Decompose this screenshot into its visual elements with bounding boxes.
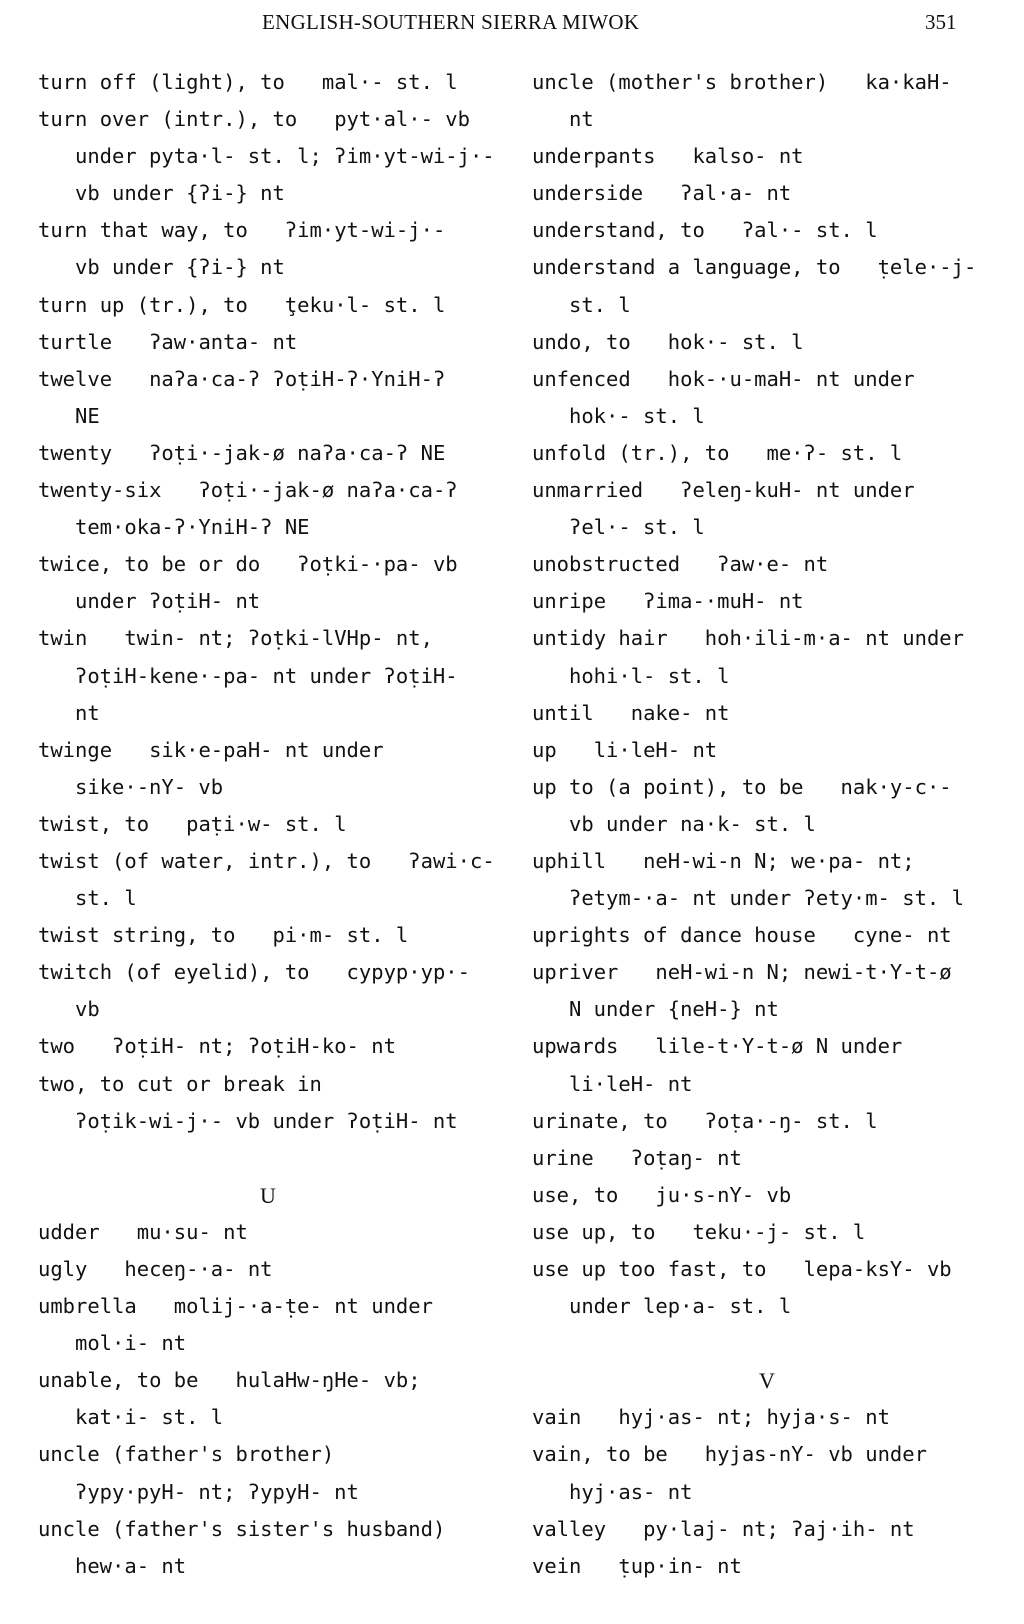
- entry-continuation: ʔetym-·a- nt under ʔety·m- st. l: [569, 886, 964, 911]
- page-number: 351: [925, 10, 957, 34]
- dictionary-entry: urine ʔoṭaŋ- nt: [532, 1145, 742, 1170]
- right-column: [532, 64, 1002, 1585]
- dictionary-entry: understand a language, to ṭele·-j-: [532, 255, 977, 280]
- dictionary-entry: two, to cut or break in: [38, 1071, 322, 1096]
- dictionary-entry: use up too fast, to lepa-ksY- vb: [532, 1257, 952, 1281]
- dictionary-entry: vain hyj·as- nt; hyja·s- nt: [532, 1405, 890, 1430]
- entry-continuation: sike·-nY- vb: [75, 774, 224, 799]
- dictionary-entry: turn that way, to ʔim·yt-wi-j·-: [38, 218, 446, 243]
- entry-continuation: li·leH- nt: [569, 1071, 693, 1096]
- entry-continuation: ʔoṭik-wi-j·- vb under ʔoṭiH- nt: [75, 1108, 458, 1133]
- dictionary-entry: turn over (intr.), to pyt·al·- vb: [38, 107, 470, 132]
- entry-continuation: NE: [75, 403, 100, 428]
- entry-continuation: tem·oka-ʔ·YniH-ʔ NE: [75, 515, 310, 540]
- spacer: [38, 1140, 498, 1177]
- dictionary-entry: twist string, to pi·m- st. l: [38, 923, 409, 948]
- dictionary-entry: twist, to paṭi·w- st. l: [38, 811, 347, 836]
- dictionary-entry: uncle (mother's brother) ka·kaH-: [532, 70, 952, 94]
- dictionary-entry: unable, to be hulaHw-ŋHe- vb;: [38, 1368, 421, 1393]
- dictionary-entry: turn off (light), to mal·- st. l: [38, 70, 458, 94]
- page-title: ENGLISH-SOUTHERN SIERRA MIWOK: [262, 10, 640, 34]
- dictionary-entry: urinate, to ʔoṭa·-ŋ- st. l: [532, 1108, 878, 1133]
- page-header: [0, 10, 1024, 40]
- dictionary-entry: use, to ju·s-nY- vb: [532, 1182, 792, 1207]
- entry-continuation: ʔoṭiH-kene·-pa- nt under ʔoṭiH-: [75, 663, 458, 688]
- dictionary-entry: turn up (tr.), to ţeku·l- st. l: [38, 292, 446, 317]
- entry-continuation: hyj·as- nt: [569, 1479, 693, 1504]
- section-heading: [532, 1362, 1002, 1399]
- dictionary-entry: underpants kalso- nt: [532, 144, 804, 169]
- dictionary-entry: vain, to be hyjas-nY- vb under: [532, 1442, 927, 1467]
- dictionary-entry: upwards lile-t·Y-t-ø N under: [532, 1034, 903, 1059]
- dictionary-entry: twelve naʔa·ca-ʔ ʔoṭiH-ʔ·YniH-ʔ: [38, 366, 446, 391]
- entry-continuation: vb under na·k- st. l: [569, 811, 816, 836]
- dictionary-entry: up li·leH- nt: [532, 737, 718, 762]
- dictionary-entry: understand, to ʔal·- st. l: [532, 218, 878, 243]
- dictionary-entry: unfold (tr.), to me·ʔ- st. l: [532, 440, 903, 465]
- dictionary-entry: uncle (father's brother): [38, 1442, 335, 1467]
- dictionary-entry: twist (of water, intr.), to ʔawi·c-: [38, 848, 495, 873]
- dictionary-entry: ugly heceŋ-·a- nt: [38, 1257, 273, 1281]
- dictionary-entry: until nake- nt: [532, 700, 730, 725]
- entry-continuation: kat·i- st. l: [75, 1405, 224, 1430]
- dictionary-entry: up to (a point), to be nak·y-c·-: [532, 774, 952, 799]
- dictionary-entry: uncle (father's sister's husband): [38, 1516, 446, 1541]
- dictionary-entry: unfenced hok-·u-maH- nt under: [532, 366, 915, 391]
- entry-continuation: st. l: [75, 886, 137, 911]
- dictionary-entry: twitch (of eyelid), to cypyp·yp·-: [38, 960, 470, 985]
- dictionary-entry: underside ʔal·a- nt: [532, 181, 792, 206]
- entry-continuation: vb: [75, 997, 100, 1022]
- entry-continuation: hew·a- nt: [75, 1553, 187, 1578]
- dictionary-entry: valley py·laj- nt; ʔaj·ih- nt: [532, 1516, 915, 1541]
- entry-continuation: hohi·l- st. l: [569, 663, 730, 688]
- dictionary-entry: upriver neH-wi-n N; newi-t·Y-t-ø: [532, 960, 952, 985]
- dictionary-entry: twin twin- nt; ʔoṭki-lVHp- nt,: [38, 626, 433, 651]
- section-letter: V: [759, 1368, 775, 1394]
- entry-continuation: under lep·a- st. l: [569, 1294, 792, 1319]
- entry-continuation: N under {neH-} nt: [569, 997, 779, 1022]
- dictionary-entry: twinge sik·e-paH- nt under: [38, 737, 384, 762]
- entry-continuation: vb under {ʔi-} nt: [75, 255, 285, 280]
- dictionary-entry: undo, to hok·- st. l: [532, 329, 804, 354]
- dictionary-entry: turtle ʔaw·anta- nt: [38, 329, 298, 354]
- entry-continuation: under pyta·l- st. l; ʔim·yt-wi-j·-: [75, 144, 495, 169]
- entry-continuation: nt: [569, 107, 594, 132]
- entry-continuation: under ʔoṭiH- nt: [75, 589, 261, 614]
- section-heading: [38, 1177, 498, 1214]
- entry-continuation: ʔypy·pyH- nt; ʔypyH- nt: [75, 1479, 359, 1504]
- dictionary-entry: unripe ʔima-·muH- nt: [532, 589, 804, 614]
- dictionary-entry: unobstructed ʔaw·e- nt: [532, 552, 829, 577]
- entry-continuation: ʔel·- st. l: [569, 515, 705, 540]
- dictionary-entry: untidy hair hoh·ili-m·a- nt under: [532, 626, 964, 651]
- entry-continuation: nt: [75, 700, 100, 725]
- entry-continuation: hok·- st. l: [569, 403, 705, 428]
- dictionary-entry: vein ṭup·in- nt: [532, 1553, 742, 1578]
- dictionary-entry: twenty-six ʔoṭi·-jak-ø naʔa·ca-ʔ: [38, 478, 458, 503]
- left-column: [38, 64, 498, 1585]
- entry-continuation: st. l: [569, 292, 631, 317]
- dictionary-entry: unmarried ʔeleŋ-kuH- nt under: [532, 478, 915, 503]
- spacer: [532, 1325, 1002, 1362]
- dictionary-entry: udder mu·su- nt: [38, 1219, 248, 1244]
- dictionary-entry: two ʔoṭiH- nt; ʔoṭiH-ko- nt: [38, 1034, 396, 1059]
- dictionary-entry: umbrella molij-·a-ṭe- nt under: [38, 1294, 433, 1319]
- dictionary-entry: twice, to be or do ʔoṭki-·pa- vb: [38, 552, 458, 577]
- dictionary-entry: uprights of dance house cyne- nt: [532, 923, 952, 948]
- dictionary-entry: use up, to teku·-j- st. l: [532, 1219, 866, 1244]
- entry-continuation: vb under {ʔi-} nt: [75, 181, 285, 206]
- entry-continuation: mol·i- nt: [75, 1331, 187, 1356]
- dictionary-entry: uphill neH-wi-n N; we·pa- nt;: [532, 848, 915, 873]
- dictionary-entry: twenty ʔoṭi·-jak-ø naʔa·ca-ʔ NE: [38, 440, 446, 465]
- section-letter: U: [260, 1182, 276, 1208]
